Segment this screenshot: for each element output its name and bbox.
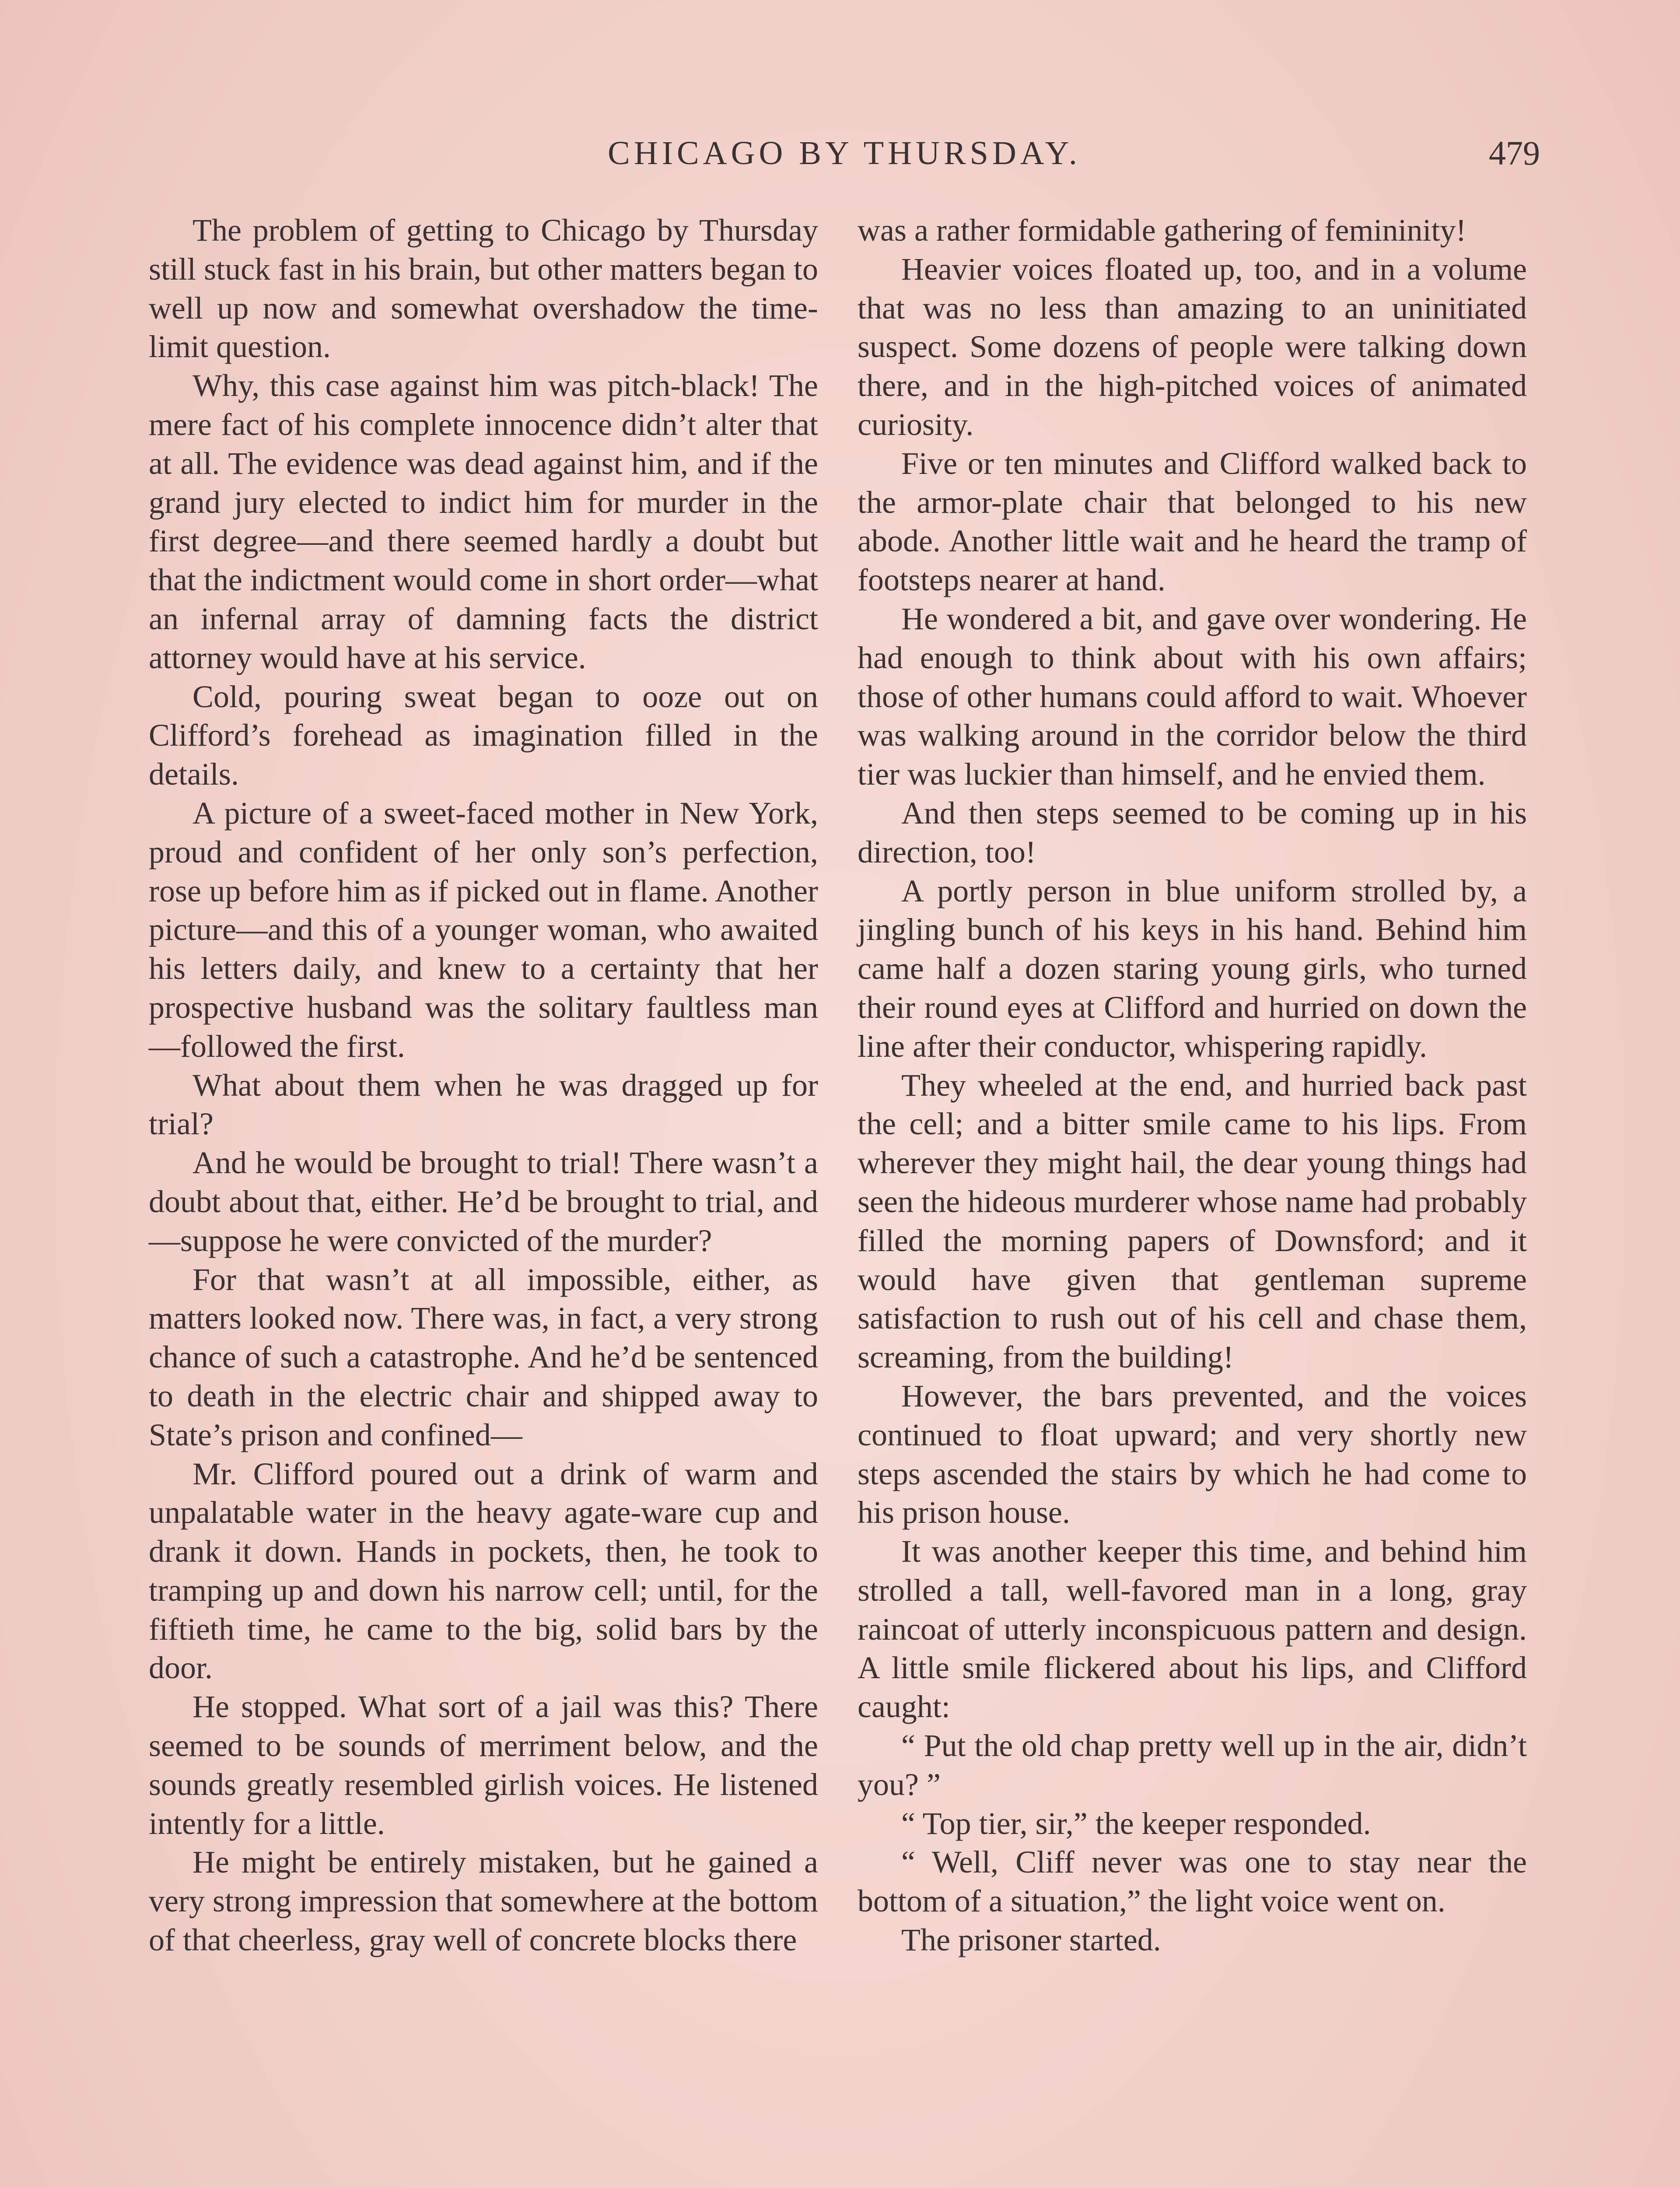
paragraph: Heavier voices floated up, too, and in a volume that was no less than amazing to an uninitiated suspect. Some dozens of people were talking down there, and in the high-pitched voices of animated curiosity. (858, 251, 1527, 442)
right-column (858, 211, 1527, 1960)
paragraph: A picture of a sweet-faced mother in New York, proud and confident of her only son’s perfection, rose up before him as if picked out in flame. Another picture—and this of a younger woman, who awaited his letters daily, and knew to a certainty that her prospective husband was the solitary faultless man—followed the first. (149, 795, 818, 1064)
paragraph: “ Top tier, sir,” the keeper responded. (901, 1806, 1371, 1841)
paragraph: What about them when he was dragged up for trial? (149, 1067, 818, 1142)
paragraph: He stopped. What sort of a jail was this? There seemed to be sounds of merriment below, and the sounds greatly resembled girlish voices. He listened intently for a little. (149, 1689, 818, 1841)
paragraph: The problem of getting to Chicago by Thursday still stuck fast in his brain, but other matters began to well up now and somewhat overshadow the time-limit question. (149, 213, 818, 365)
paragraph: For that wasn’t at all impossible, either, as matters looked now. There was, in fact, a very strong chance of such a catastrophe. And he’d be sentenced to death in the electric chair and shipped away to State’s prison and confined— (149, 1262, 818, 1452)
paragraph: “ Well, Cliff never was one to stay near the bottom of a situation,” the light voice went on. (858, 1844, 1527, 1919)
paragraph-continuation: was a rather formidable gathering of femininity! (858, 213, 1466, 248)
page-header (149, 131, 1540, 179)
paragraph: Cold, pouring sweat began to ooze out on Clifford’s forehead as imagination filled in the details. (149, 679, 818, 792)
paragraph: The prisoner started. (901, 1922, 1161, 1958)
left-column (149, 211, 818, 1960)
paragraph: And then steps seemed to be coming up in his direction, too! (858, 795, 1527, 870)
paragraph: Why, this case against him was pitch-black! The mere fact of his complete innocence didn’t alter that at all. The evidence was dead against him, and if the grand jury elected to indict him for murder in the first degree—and there seemed hardly a doubt but that the indictment would come in short order—what an infernal array of damning facts the district attorney would have at his service. (149, 368, 818, 675)
paragraph: He wondered a bit, and gave over wondering. He had enough to think about with his own affairs; those of other humans could afford to wait. Whoever was walking around in the corridor below the third tier was luckier than himself, and he envied them. (858, 601, 1527, 792)
running-title: CHICAGO BY THURSDAY. (608, 135, 1081, 172)
paragraph: And he would be brought to trial! There wasn’t a doubt about that, either. He’d be brought to trial, and—suppose he were convicted of the murder? (149, 1145, 818, 1258)
page-number: 479 (1489, 134, 1540, 172)
paragraph: He might be entirely mistaken, but he gained a very strong impression that somewhere at the bottom of that cheerless, gray well of concrete blocks there (149, 1844, 818, 1958)
paragraph: Five or ten minutes and Clifford walked back to the armor-plate chair that belonged to his new abode. Another little wait and he heard the tramp of footsteps nearer at hand. (858, 445, 1527, 598)
paragraph: A portly person in blue uniform strolled by, a jingling bunch of his keys in his hand. Behind him came half a dozen staring young girls, who turned their round eyes at Clifford and hurried on down the line after their conductor, whispering rapidly. (858, 873, 1527, 1064)
paragraph: “ Put the old chap pretty well up in the air, didn’t you? ” (858, 1728, 1527, 1802)
paragraph: It was another keeper this time, and behind him strolled a tall, well-favored man in a long, gray raincoat of utterly inconspicuous pattern and design. A little smile flickered about his lips, and Clifford caught: (858, 1534, 1527, 1725)
paragraph: Mr. Clifford poured out a drink of warm and unpalatable water in the heavy agate-ware cup and drank it down. Hands in pockets, then, he took to tramping up and down his narrow cell; until, for the fiftieth time, he came to the big, solid bars by the door. (149, 1456, 818, 1686)
paragraph: However, the bars prevented, and the voices continued to float upward; and very shortly new steps ascended the stairs by which he had come to his prison house. (858, 1378, 1527, 1530)
paragraph: They wheeled at the end, and hurried back past the cell; and a bitter smile came to his lips. From wherever they might hail, the dear young things had seen the hideous murderer whose name had probably filled the morning papers of Downsford; and it would have given that gentleman supreme satisfaction to rush out of his cell and chase them, screaming, from the building! (858, 1067, 1527, 1375)
